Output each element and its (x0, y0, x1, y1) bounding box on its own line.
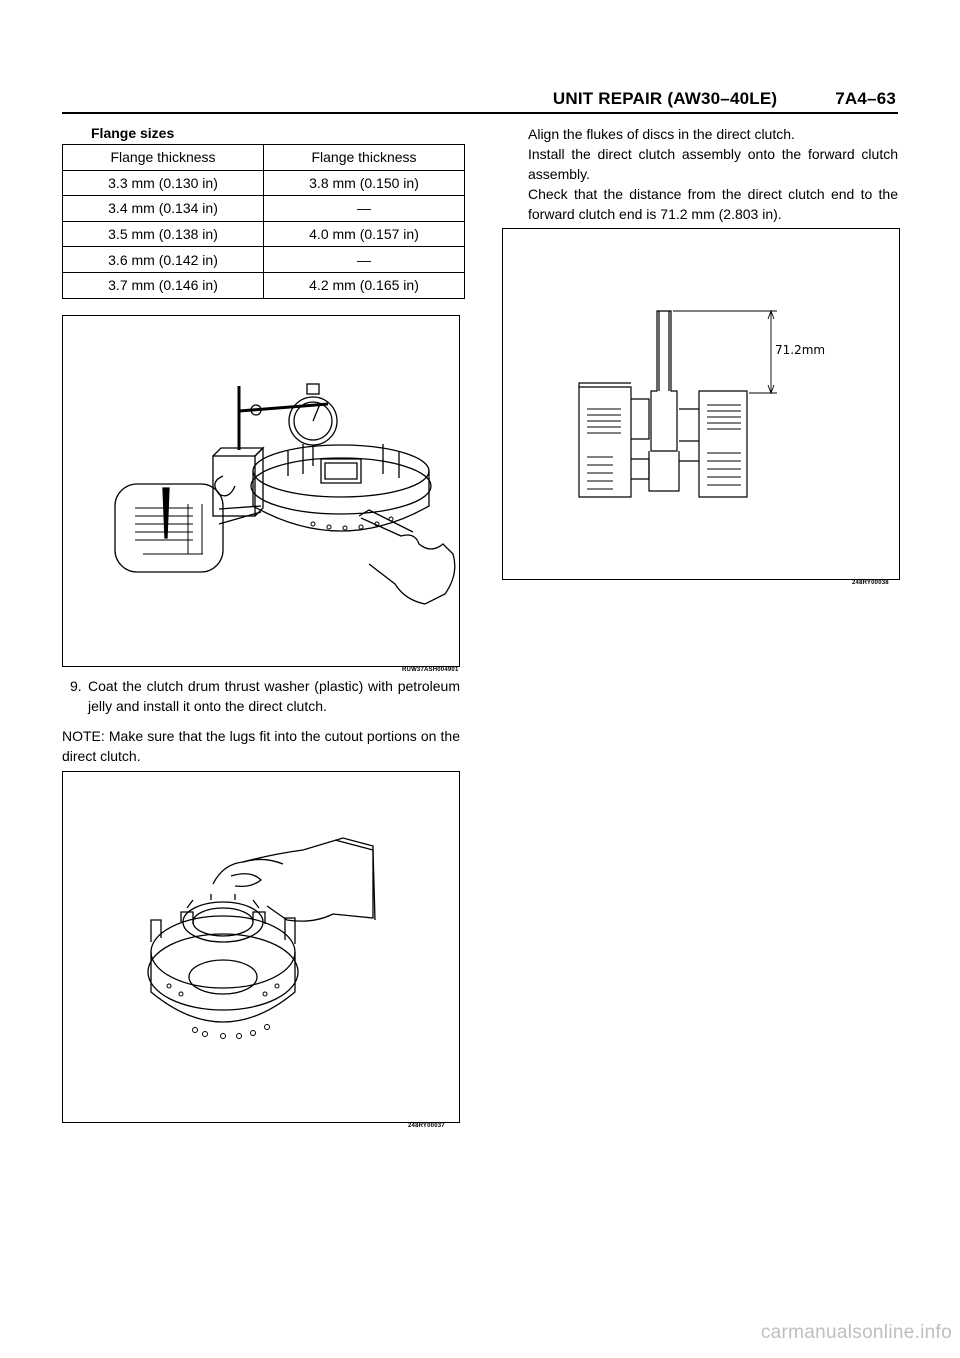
table-row (63, 247, 465, 273)
table-cell: 4.2 mm (0.165 in) (264, 272, 465, 298)
dial-gauge-figure (62, 315, 460, 667)
note-paragraph: NOTE: Make sure that the lugs fit into the cutout portions on the direct clutch. (62, 728, 460, 764)
table-row (63, 272, 465, 298)
table-row (63, 196, 465, 222)
step-text: Coat the clutch drum thrust washer (plastic) with petroleum jelly and install it onto the direct clutch. (88, 678, 460, 714)
table-cell: 4.0 mm (0.157 in) (264, 221, 465, 247)
table-cell: 3.4 mm (0.134 in) (63, 196, 264, 222)
dial-gauge-illustration (63, 316, 459, 666)
table-cell: — (264, 247, 465, 273)
right-column-text (528, 124, 898, 224)
thrust-washer-illustration (63, 772, 459, 1122)
instruction-line: Install the direct clutch assembly onto the forward clutch assembly. (528, 146, 898, 182)
table-cell: 3.6 mm (0.142 in) (63, 247, 264, 273)
table-cell: 3.7 mm (0.146 in) (63, 272, 264, 298)
section-title-header: UNIT REPAIR (AW30–40LE) (552, 89, 778, 108)
table-row (63, 170, 465, 196)
table-header-cell: Flange thickness (63, 145, 264, 171)
distance-figure (502, 228, 900, 580)
table-cell: 3.3 mm (0.130 in) (63, 170, 264, 196)
table-header-cell: Flange thickness (264, 145, 465, 171)
instruction-line: Check that the distance from the direct clutch end to the forward clutch end is 71.2 mm (2.803 in). (528, 186, 898, 222)
flange-sizes-title: Flange sizes (91, 125, 175, 141)
watermark-text: carmanualsonline.info (760, 1322, 952, 1343)
thrust-washer-figure (62, 771, 460, 1123)
table-cell: — (264, 196, 465, 222)
figure-code-thrust-washer: 248RY00037 (408, 1123, 445, 1129)
page-header (553, 89, 896, 109)
step-9-paragraph (70, 676, 460, 716)
page-number: 7A4–63 (835, 89, 896, 108)
dimension-label: 71.2mm (775, 343, 826, 357)
step-number: 9. (70, 678, 82, 694)
header-rule (62, 112, 898, 114)
figure-code-dial-gauge: RUW37ASH004901 (402, 667, 459, 673)
table-row (63, 221, 465, 247)
table-header-row (63, 145, 465, 171)
flange-sizes-table (62, 144, 465, 299)
table-cell: 3.8 mm (0.150 in) (264, 170, 465, 196)
table-cell: 3.5 mm (0.138 in) (63, 221, 264, 247)
instruction-line: Align the flukes of discs in the direct clutch. (528, 126, 795, 142)
figure-code-distance: 248RY00038 (852, 580, 889, 586)
distance-illustration (503, 229, 899, 579)
